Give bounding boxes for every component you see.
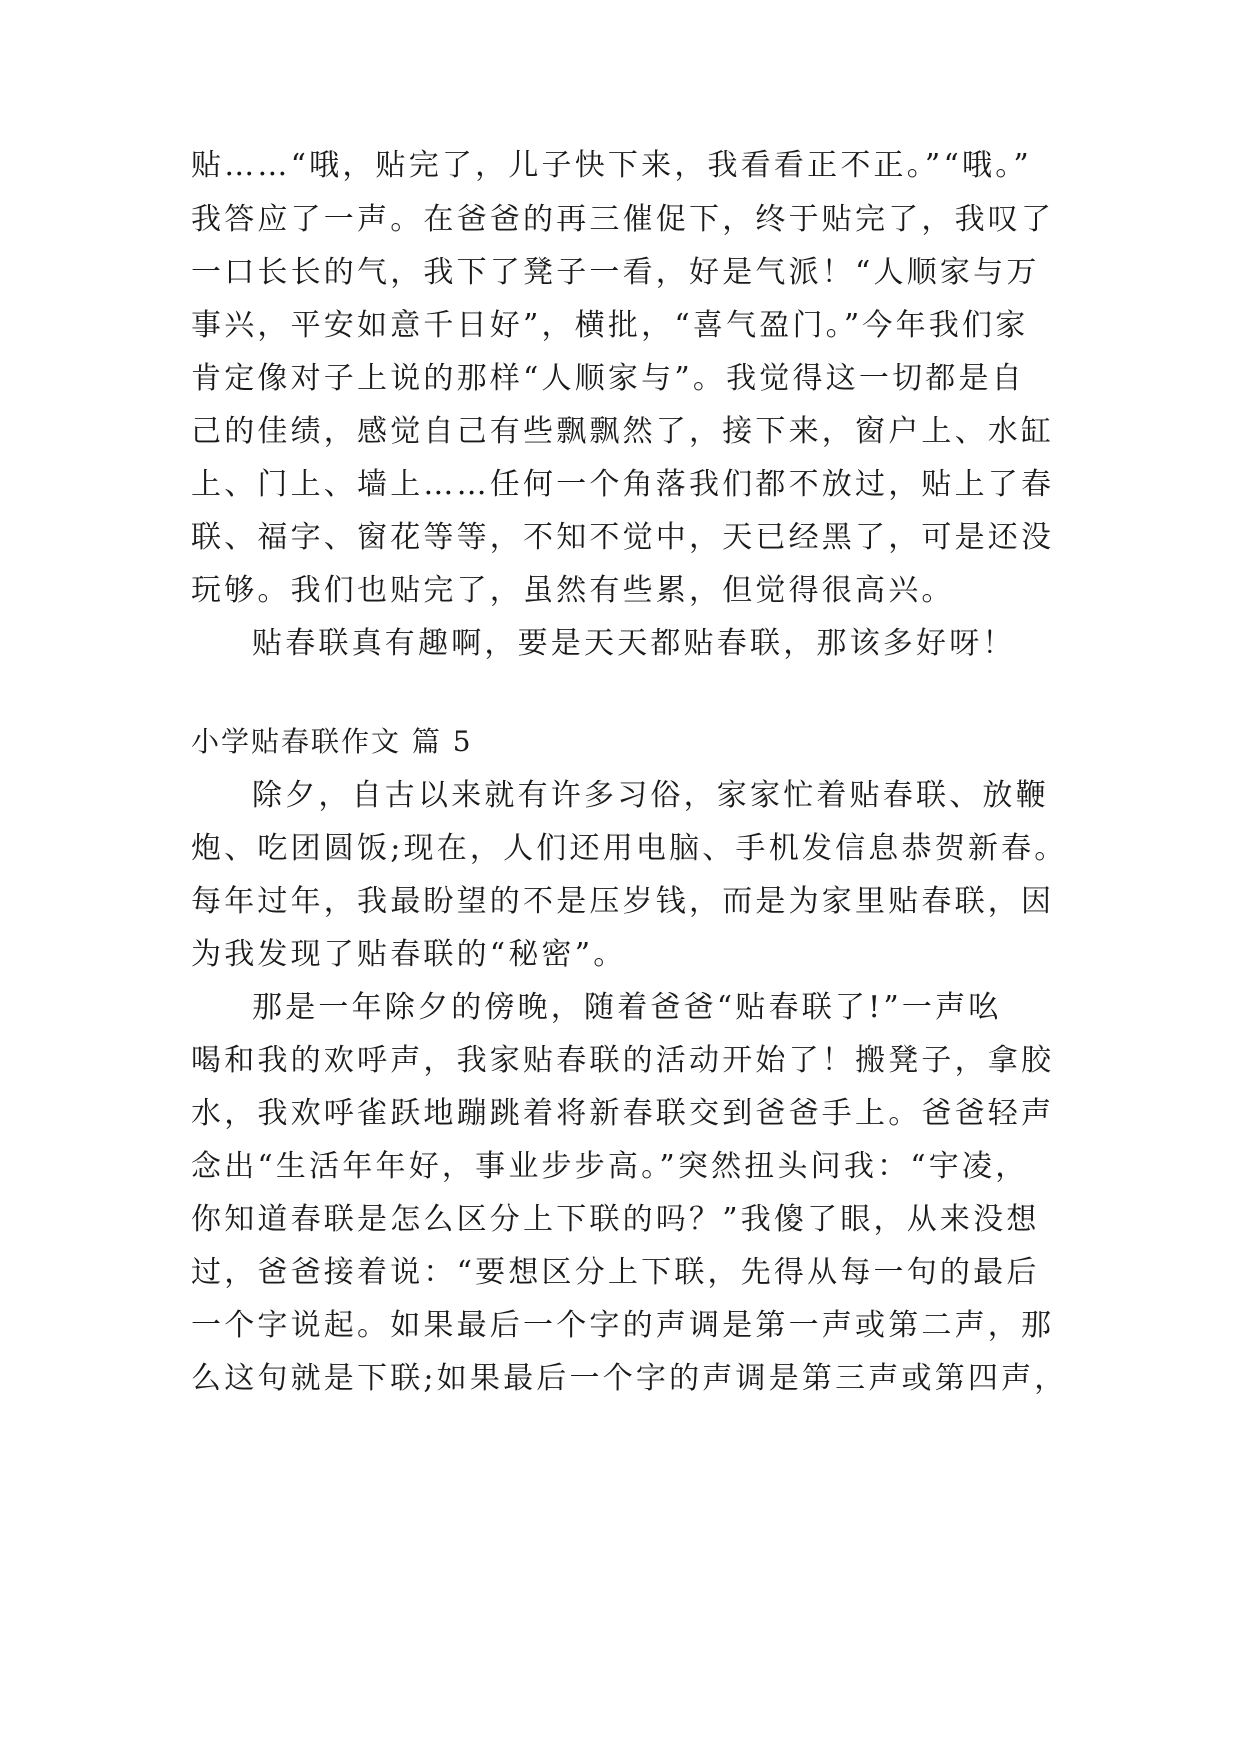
paragraph-line: 念出“生活年年好，事业步步高。”突然扭头问我：“宇凌， [191,1149,1029,1184]
paragraph-line: 一口长长的气，我下了凳子一看，好是气派！“人顺家与万 [191,255,1040,290]
paragraph-line: 事兴，平安如意千日好”，横批，“喜气盈门。”今年我们家 [191,308,1029,343]
paragraph-line: 肯定像对子上说的那样“人顺家与”。我觉得这一切都是自 [191,361,1025,396]
paragraph-line: 一个字说起。如果最后一个字的声调是第一声或第二声，那 [191,1308,1055,1343]
paragraph-line: 那是一年除夕的傍晚，随着爸爸“贴春联了!”一声吆 [252,990,1002,1025]
paragraph-line: 联、福字、窗花等等，不知不觉中，天已经黑了，可是还没 [191,520,1055,555]
closing-paragraph: 贴春联真有趣啊，要是天天都贴春联，那该多好呀！ [252,626,1016,661]
paragraph-line: 为我发现了贴春联的“秘密”。 [191,937,627,972]
paragraph-line: 你知道春联是怎么区分上下联的吗？”我傻了眼，从来没想 [191,1202,1040,1237]
paragraph-line: 上、门上、墙上……任何一个角落我们都不放过，贴上了春 [191,467,1055,502]
paragraph-line: 喝和我的欢呼声，我家贴春联的活动开始了！搬凳子，拿胶 [191,1043,1055,1078]
paragraph-line: 每年过年，我最盼望的不是压岁钱，而是为家里贴春联，因 [191,884,1055,919]
section-title: 小学贴春联作文 篇 5 [191,725,473,758]
paragraph-line: 过，爸爸接着说：“要想区分上下联，先得从每一句的最后 [191,1255,1040,1290]
paragraph-line: 么这句就是下联;如果最后一个字的声调是第三声或第四声， [191,1361,1068,1396]
paragraph-line: 除夕，自古以来就有许多习俗，家家忙着贴春联、放鞭 [252,778,1049,813]
paragraph-line: 炮、吃团圆饭;现在，人们还用电脑、手机发信息恭贺新春。 [191,831,1068,866]
paragraph-line: 我答应了一声。在爸爸的再三催促下，终于贴完了，我叹了 [191,202,1055,237]
paragraph-line: 水，我欢呼雀跃地蹦跳着将新春联交到爸爸手上。爸爸轻声 [191,1096,1055,1131]
paragraph-line: 己的佳绩，感觉自己有些飘飘然了，接下来，窗户上、水缸 [191,414,1055,449]
paragraph-line: 贴……“哦，贴完了，儿子快下来，我看看正不正。”“哦。” [191,148,1032,183]
paragraph-line: 玩够。我们也贴完了，虽然有些累，但觉得很高兴。 [191,573,955,608]
